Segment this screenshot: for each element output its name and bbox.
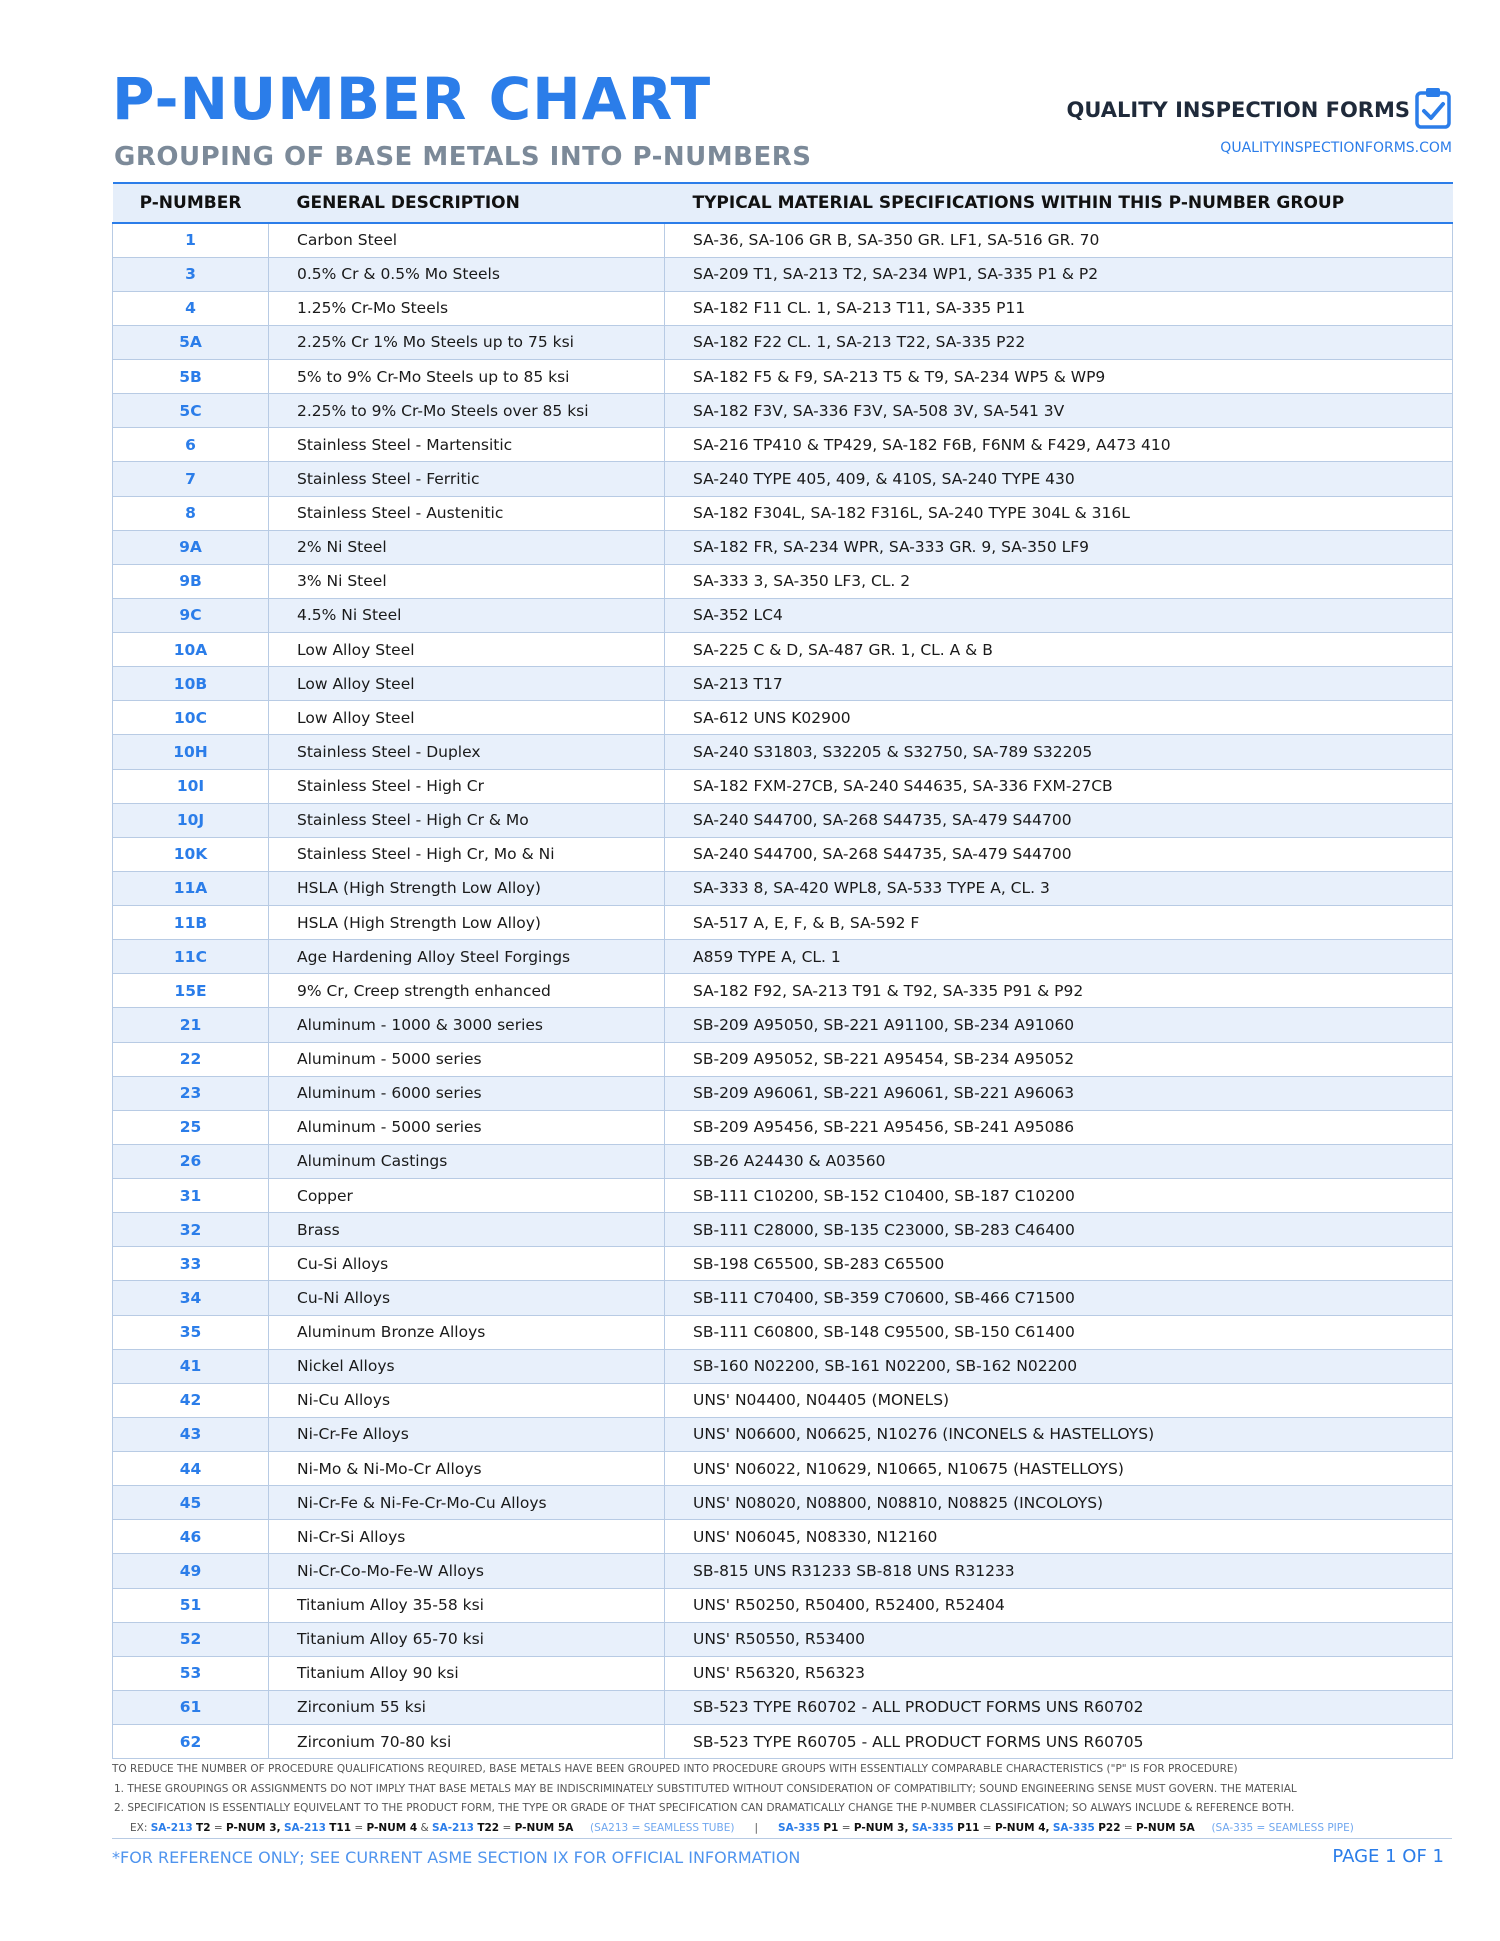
description-cell: Aluminum - 5000 series: [269, 1110, 665, 1144]
example-equals: =: [213, 1821, 223, 1834]
table-row: [113, 1452, 1453, 1486]
description-cell: Ni-Cr-Fe Alloys: [269, 1417, 665, 1451]
table-row: [113, 1179, 1453, 1213]
p-number-cell: 33: [113, 1247, 269, 1281]
table-row: [113, 769, 1453, 803]
table-row: [113, 735, 1453, 769]
specification-cell: SA-225 C & D, SA-487 GR. 1, CL. A & B: [665, 633, 1453, 667]
table-row: [113, 1725, 1453, 1759]
table-row: [113, 1417, 1453, 1451]
description-cell: 4.5% Ni Steel: [269, 598, 665, 632]
table-row: [113, 906, 1453, 940]
specification-cell: SA-240 S31803, S32205 & S32750, SA-789 S32205: [665, 735, 1453, 769]
description-cell: Ni-Cr-Fe & Ni-Fe-Cr-Mo-Cu Alloys: [269, 1486, 665, 1520]
footnotes: [112, 1760, 1452, 1838]
p-number-cell: 4: [113, 291, 269, 325]
example-grade: P1: [823, 1821, 839, 1834]
example-grade: P11: [957, 1821, 980, 1834]
example-pnum: P-NUM 4: [366, 1821, 418, 1834]
example-pnum: P-NUM 5A: [1136, 1821, 1195, 1834]
p-number-cell: 11B: [113, 906, 269, 940]
p-number-cell: 41: [113, 1349, 269, 1383]
table-row: [113, 1144, 1453, 1178]
table-row: [113, 667, 1453, 701]
table-row: [113, 325, 1453, 359]
table-row: [113, 223, 1453, 257]
p-number-cell: 21: [113, 1008, 269, 1042]
page-title: P-NUMBER CHART: [112, 65, 712, 133]
example-tube-note: (SA213 = SEAMLESS TUBE): [590, 1821, 735, 1834]
specification-cell: SA-209 T1, SA-213 T2, SA-234 WP1, SA-335 P1 & P2: [665, 257, 1453, 291]
table-row: [113, 496, 1453, 530]
footer-divider: [112, 1838, 1452, 1839]
p-number-cell: 42: [113, 1383, 269, 1417]
p-number-cell: 10H: [113, 735, 269, 769]
description-cell: 0.5% Cr & 0.5% Mo Steels: [269, 257, 665, 291]
column-header-description: GENERAL DESCRIPTION: [269, 183, 665, 223]
specification-cell: SA-182 F3V, SA-336 F3V, SA-508 3V, SA-541 3V: [665, 394, 1453, 428]
specification-cell: SB-111 C70400, SB-359 C70600, SB-466 C71500: [665, 1281, 1453, 1315]
example-divider: |: [754, 1821, 759, 1834]
table-row: [113, 1588, 1453, 1622]
p-number-cell: 11A: [113, 871, 269, 905]
table-row: [113, 871, 1453, 905]
specification-cell: SA-240 S44700, SA-268 S44735, SA-479 S44700: [665, 837, 1453, 871]
p-number-cell: 7: [113, 462, 269, 496]
specification-cell: SB-209 A96061, SB-221 A96061, SB-221 A96063: [665, 1076, 1453, 1110]
description-cell: 2% Ni Steel: [269, 530, 665, 564]
table-row: [113, 701, 1453, 735]
table-row: [113, 1076, 1453, 1110]
table-row: [113, 1349, 1453, 1383]
description-cell: Brass: [269, 1213, 665, 1247]
specification-cell: SA-352 LC4: [665, 598, 1453, 632]
table-row: [113, 1486, 1453, 1520]
description-cell: 9% Cr, Creep strength enhanced: [269, 974, 665, 1008]
specification-cell: SA-182 F11 CL. 1, SA-213 T11, SA-335 P11: [665, 291, 1453, 325]
p-number-table: [112, 182, 1453, 1759]
table-row: [113, 940, 1453, 974]
p-number-cell: 10A: [113, 633, 269, 667]
p-number-cell: 61: [113, 1690, 269, 1724]
specification-cell: SA-182 F22 CL. 1, SA-213 T22, SA-335 P22: [665, 325, 1453, 359]
p-number-cell: 10J: [113, 803, 269, 837]
description-cell: Ni-Cr-Co-Mo-Fe-W Alloys: [269, 1554, 665, 1588]
column-header-specifications: TYPICAL MATERIAL SPECIFICATIONS WITHIN THIS P-NUMBER GROUP: [665, 183, 1453, 223]
description-cell: Cu-Si Alloys: [269, 1247, 665, 1281]
example-grade: T22: [477, 1821, 500, 1834]
specification-cell: SA-182 FR, SA-234 WPR, SA-333 GR. 9, SA-350 LF9: [665, 530, 1453, 564]
table-row: [113, 1520, 1453, 1554]
p-number-cell: 15E: [113, 974, 269, 1008]
description-cell: 5% to 9% Cr-Mo Steels up to 85 ksi: [269, 360, 665, 394]
p-number-cell: 5B: [113, 360, 269, 394]
table-row: [113, 633, 1453, 667]
specification-cell: SA-240 S44700, SA-268 S44735, SA-479 S44700: [665, 803, 1453, 837]
specification-cell: UNS' N06022, N10629, N10665, N10675 (HASTELLOYS): [665, 1452, 1453, 1486]
description-cell: Aluminum - 6000 series: [269, 1076, 665, 1110]
p-number-cell: 1: [113, 223, 269, 257]
p-number-cell: 26: [113, 1144, 269, 1178]
description-cell: Aluminum Castings: [269, 1144, 665, 1178]
p-number-cell: 43: [113, 1417, 269, 1451]
table-row: [113, 1247, 1453, 1281]
specification-cell: SA-240 TYPE 405, 409, & 410S, SA-240 TYPE 430: [665, 462, 1453, 496]
example-equals: =: [1123, 1821, 1133, 1834]
description-cell: Zirconium 55 ksi: [269, 1690, 665, 1724]
description-cell: 2.25% to 9% Cr-Mo Steels over 85 ksi: [269, 394, 665, 428]
description-cell: 1.25% Cr-Mo Steels: [269, 291, 665, 325]
description-cell: Ni-Cr-Si Alloys: [269, 1520, 665, 1554]
specification-cell: SA-612 UNS K02900: [665, 701, 1453, 735]
table-row: [113, 1315, 1453, 1349]
specification-cell: SA-216 TP410 & TP429, SA-182 F6B, F6NM & F429, A473 410: [665, 428, 1453, 462]
column-header-p-number: P-NUMBER: [113, 183, 269, 223]
example-spec: SA-213: [432, 1821, 474, 1834]
description-cell: Ni-Mo & Ni-Mo-Cr Alloys: [269, 1452, 665, 1486]
example-equals: =: [354, 1821, 364, 1834]
specification-cell: UNS' N08020, N08800, N08810, N08825 (INCOLOYS): [665, 1486, 1453, 1520]
p-number-cell: 35: [113, 1315, 269, 1349]
p-number-cell: 25: [113, 1110, 269, 1144]
description-cell: Zirconium 70-80 ksi: [269, 1725, 665, 1759]
table-row: [113, 1656, 1453, 1690]
p-number-cell: 52: [113, 1622, 269, 1656]
description-cell: 3% Ni Steel: [269, 564, 665, 598]
note-2: 2. SPECIFICATION IS ESSENTIALLY EQUIVELANT TO THE PRODUCT FORM, THE TYPE OR GRADE OF THAT SPECIFICATION CAN DRAMATICALLY CHANGE THE P-NUMBER CLASSIFICATION; SO ALWAYS INCLUDE & REFERENCE BOTH.: [114, 1802, 1295, 1814]
description-cell: Carbon Steel: [269, 223, 665, 257]
description-cell: Stainless Steel - High Cr, Mo & Ni: [269, 837, 665, 871]
p-number-cell: 9C: [113, 598, 269, 632]
p-number-cell: 51: [113, 1588, 269, 1622]
website-link[interactable]: QUALITYINSPECTIONFORMS.COM: [1220, 140, 1452, 156]
description-cell: 2.25% Cr 1% Mo Steels up to 75 ksi: [269, 325, 665, 359]
p-number-cell: 22: [113, 1042, 269, 1076]
example-spec: SA-213: [150, 1821, 193, 1834]
table-row: [113, 530, 1453, 564]
table-row: [113, 1383, 1453, 1417]
description-cell: Stainless Steel - Austenitic: [269, 496, 665, 530]
specification-cell: SB-209 A95050, SB-221 A91100, SB-234 A91060: [665, 1008, 1453, 1042]
table-row: [113, 1042, 1453, 1076]
p-number-cell: 53: [113, 1656, 269, 1690]
description-cell: Copper: [269, 1179, 665, 1213]
p-number-cell: 49: [113, 1554, 269, 1588]
p-number-cell: 10I: [113, 769, 269, 803]
example-grade: T2: [196, 1821, 211, 1834]
table-row: [113, 974, 1453, 1008]
description-cell: Ni-Cu Alloys: [269, 1383, 665, 1417]
specification-cell: SA-517 A, E, F, & B, SA-592 F: [665, 906, 1453, 940]
table-row: [113, 1213, 1453, 1247]
table-row: [113, 1554, 1453, 1588]
table-row: [113, 803, 1453, 837]
specification-cell: SA-182 F5 & F9, SA-213 T5 & T9, SA-234 WP5 & WP9: [665, 360, 1453, 394]
p-number-cell: 11C: [113, 940, 269, 974]
table-row: [113, 1690, 1453, 1724]
p-number-cell: 10K: [113, 837, 269, 871]
example-grade: T11: [329, 1821, 352, 1834]
p-number-cell: 5A: [113, 325, 269, 359]
example-spec: SA-335: [911, 1821, 954, 1834]
note-1: 1. THESE GROUPINGS OR ASSIGNMENTS DO NOT IMPLY THAT BASE METALS MAY BE INDISCRIMINATELY SUBSTITUTED WITHOUT CONSIDERATION OF COMPATIBILITY; SOUND ENGINEERING SENSE MUST GOVERN. THE MATERIAL: [114, 1782, 1297, 1795]
table-row: [113, 257, 1453, 291]
description-cell: Stainless Steel - High Cr: [269, 769, 665, 803]
example-pnum: P-NUM 3,: [853, 1821, 909, 1834]
specification-cell: SA-333 8, SA-420 WPL8, SA-533 TYPE A, CL. 3: [665, 871, 1453, 905]
specification-cell: UNS' N06600, N06625, N10276 (INCONELS & HASTELLOYS): [665, 1417, 1453, 1451]
example-pipe-note: (SA-335 = SEAMLESS PIPE): [1211, 1821, 1354, 1834]
table-row: [113, 428, 1453, 462]
p-number-cell: 32: [113, 1213, 269, 1247]
example-pnum: P-NUM 4,: [994, 1821, 1050, 1834]
p-number-cell: 9A: [113, 530, 269, 564]
example-line: [112, 1819, 1452, 1839]
description-cell: Low Alloy Steel: [269, 667, 665, 701]
specification-cell: SA-182 FXM-27CB, SA-240 S44635, SA-336 FXM-27CB: [665, 769, 1453, 803]
description-cell: Low Alloy Steel: [269, 701, 665, 735]
description-cell: Age Hardening Alloy Steel Forgings: [269, 940, 665, 974]
specification-cell: SB-209 A95456, SB-221 A95456, SB-241 A95086: [665, 1110, 1453, 1144]
table-row: [113, 1008, 1453, 1042]
specification-cell: UNS' R50250, R50400, R52400, R52404: [665, 1588, 1453, 1622]
specification-cell: A859 TYPE A, CL. 1: [665, 940, 1453, 974]
description-cell: HSLA (High Strength Low Alloy): [269, 871, 665, 905]
table-row: [113, 462, 1453, 496]
page-subtitle: GROUPING OF BASE METALS INTO P-NUMBERS: [114, 142, 812, 172]
example-spec: SA-213: [283, 1821, 326, 1834]
example-equals: =: [502, 1821, 512, 1834]
example-pnum: P-NUM 5A: [514, 1821, 574, 1834]
notes-intro: TO REDUCE THE NUMBER OF PROCEDURE QUALIFICATIONS REQUIRED, BASE METALS HAVE BEEN GROUPED INTO PROCEDURE GROUPS WITH ESSENTIALLY COMPARABLE CHARACTERISTICS ("P" IS FOR PROCEDURE): [112, 1763, 1238, 1775]
specification-cell: UNS' R50550, R53400: [665, 1622, 1453, 1656]
p-number-cell: 3: [113, 257, 269, 291]
page-indicator: PAGE 1 OF 1: [1332, 1846, 1444, 1867]
specification-cell: SA-36, SA-106 GR B, SA-350 GR. LF1, SA-516 GR. 70: [665, 223, 1453, 257]
clipboard-check-icon: [1414, 86, 1452, 130]
p-number-cell: 23: [113, 1076, 269, 1110]
example-prefix: EX:: [130, 1821, 148, 1834]
description-cell: Nickel Alloys: [269, 1349, 665, 1383]
p-number-cell: 46: [113, 1520, 269, 1554]
specification-cell: SB-209 A95052, SB-221 A95454, SB-234 A95052: [665, 1042, 1453, 1076]
table-header-row: [113, 183, 1453, 223]
specification-cell: SA-333 3, SA-350 LF3, CL. 2: [665, 564, 1453, 598]
example-grade: P22: [1098, 1821, 1121, 1834]
p-number-cell: 31: [113, 1179, 269, 1213]
description-cell: Aluminum - 1000 & 3000 series: [269, 1008, 665, 1042]
description-cell: Aluminum - 5000 series: [269, 1042, 665, 1076]
description-cell: Titanium Alloy 65-70 ksi: [269, 1622, 665, 1656]
specification-cell: SB-523 TYPE R60702 - ALL PRODUCT FORMS UNS R60702: [665, 1690, 1453, 1724]
description-cell: Stainless Steel - Martensitic: [269, 428, 665, 462]
p-number-cell: 62: [113, 1725, 269, 1759]
description-cell: Stainless Steel - Ferritic: [269, 462, 665, 496]
p-number-cell: 9B: [113, 564, 269, 598]
description-cell: Cu-Ni Alloys: [269, 1281, 665, 1315]
specification-cell: SB-523 TYPE R60705 - ALL PRODUCT FORMS UNS R60705: [665, 1725, 1453, 1759]
p-number-cell: 44: [113, 1452, 269, 1486]
specification-cell: SB-26 A24430 & A03560: [665, 1144, 1453, 1178]
specification-cell: SA-213 T17: [665, 667, 1453, 701]
p-number-cell: 10B: [113, 667, 269, 701]
description-cell: Aluminum Bronze Alloys: [269, 1315, 665, 1349]
specification-cell: SB-111 C10200, SB-152 C10400, SB-187 C10200: [665, 1179, 1453, 1213]
description-cell: Stainless Steel - Duplex: [269, 735, 665, 769]
description-cell: Low Alloy Steel: [269, 633, 665, 667]
example-equals: =: [841, 1821, 851, 1834]
table-row: [113, 394, 1453, 428]
specification-cell: UNS' N04400, N04405 (MONELS): [665, 1383, 1453, 1417]
p-number-cell: 5C: [113, 394, 269, 428]
reference-disclaimer: *FOR REFERENCE ONLY; SEE CURRENT ASME SECTION IX FOR OFFICIAL INFORMATION: [112, 1848, 801, 1867]
description-cell: HSLA (High Strength Low Alloy): [269, 906, 665, 940]
p-number-cell: 6: [113, 428, 269, 462]
example-equals: =: [982, 1821, 992, 1834]
example-spec: SA-335: [778, 1821, 821, 1834]
description-cell: Titanium Alloy 35-58 ksi: [269, 1588, 665, 1622]
table-row: [113, 598, 1453, 632]
example-amp: &: [420, 1821, 429, 1834]
table-row: [113, 360, 1453, 394]
table-row: [113, 1622, 1453, 1656]
p-number-cell: 45: [113, 1486, 269, 1520]
specification-cell: SA-182 F92, SA-213 T91 & T92, SA-335 P91 & P92: [665, 974, 1453, 1008]
example-pnum: P-NUM 3,: [226, 1821, 281, 1834]
specification-cell: SB-198 C65500, SB-283 C65500: [665, 1247, 1453, 1281]
p-number-cell: 10C: [113, 701, 269, 735]
brand-name: QUALITY INSPECTION FORMS: [1066, 98, 1410, 122]
table-row: [113, 564, 1453, 598]
description-cell: Titanium Alloy 90 ksi: [269, 1656, 665, 1690]
table-row: [113, 291, 1453, 325]
p-number-cell: 8: [113, 496, 269, 530]
p-number-cell: 34: [113, 1281, 269, 1315]
description-cell: Stainless Steel - High Cr & Mo: [269, 803, 665, 837]
table-row: [113, 1281, 1453, 1315]
specification-cell: SB-815 UNS R31233 SB-818 UNS R31233: [665, 1554, 1453, 1588]
table-row: [113, 1110, 1453, 1144]
specification-cell: SB-111 C60800, SB-148 C95500, SB-150 C61400: [665, 1315, 1453, 1349]
specification-cell: UNS' N06045, N08330, N12160: [665, 1520, 1453, 1554]
specification-cell: SA-182 F304L, SA-182 F316L, SA-240 TYPE 304L & 316L: [665, 496, 1453, 530]
table-row: [113, 837, 1453, 871]
specification-cell: UNS' R56320, R56323: [665, 1656, 1453, 1690]
specification-cell: SB-160 N02200, SB-161 N02200, SB-162 N02200: [665, 1349, 1453, 1383]
example-spec: SA-335: [1052, 1821, 1095, 1834]
specification-cell: SB-111 C28000, SB-135 C23000, SB-283 C46400: [665, 1213, 1453, 1247]
